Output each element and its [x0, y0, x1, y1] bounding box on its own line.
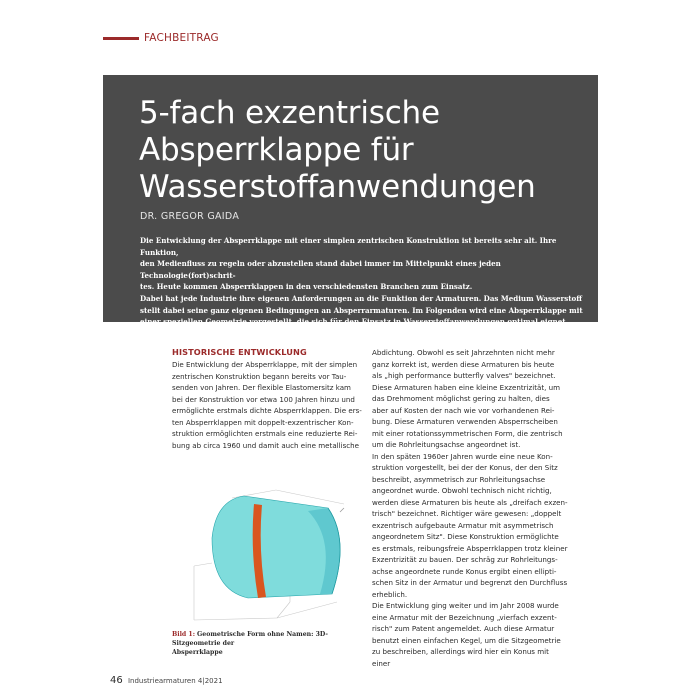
right-column: [372, 347, 568, 669]
text-line: In den späten 1960er Jahren wurde eine neue Kon-: [372, 451, 553, 461]
text-line: als „high performance butterfly valves" bezeichnet.: [372, 371, 556, 380]
text-line: Diese Armaturen haben eine kleine Exzentrizität, um: [372, 382, 561, 392]
text-line: zentrischen Konstruktion begann bereits vor Tau-: [172, 371, 347, 381]
text-line: um die Rohrleitungsachse angeordnet ist.: [372, 440, 521, 449]
text-line: mit einer rotationssymmetrischen Form, die zentrisch: [372, 428, 563, 438]
page-number: 46: [110, 675, 123, 686]
text-line: Die Entwicklung der Absperrklappe, mit der simplen: [172, 360, 358, 369]
text-line: ermöglichte erstmals dichte Absperrklappen. Die ers-: [172, 406, 362, 415]
section-label: FACHBEITRAG: [144, 32, 219, 44]
lead-line: stellt dabei seine ganz eigenen Bedingungen an Absperrarmaturen. Im Folgenden wird eine Absperrklappe mit: [140, 305, 583, 315]
caption-label: Bild 1:: [172, 631, 196, 638]
text-line: schen Sitz in der Armatur und begrenzt den Durchfluss: [372, 578, 568, 587]
text-line: senden von Jahren. Der flexible Elastomersitz kam: [172, 383, 351, 392]
title-line: Wasserstoffanwendungen: [139, 169, 536, 205]
text-line: achse angeordnete runde Konus ergibt einen ellipti-: [372, 566, 557, 576]
publication-name: Industriearmaturen 4|2021: [127, 677, 223, 685]
article-title: [139, 95, 589, 206]
lead-line: tes. Heute kommen Absperrklappen in den verschiedensten Branchen zum Einsatz.: [140, 282, 473, 292]
text-line: zu beschreiben, allerdings wird hier ein Konus mit einer: [372, 647, 549, 668]
page-footer: [110, 675, 223, 686]
caption-text: Absperrklappe: [172, 649, 223, 656]
text-line: struktion ermöglichten erstmals eine reduzierte Rei-: [172, 429, 358, 438]
text-line: erheblich.: [372, 589, 408, 599]
section-accent-bar: [103, 37, 139, 40]
title-panel: [103, 75, 598, 327]
text-line: das Drehmoment möglichst gering zu halten, dies: [372, 394, 550, 403]
text-line: bei der Konstruktion vor etwa 100 Jahren hinzu und: [172, 394, 355, 404]
author-name: DR. GREGOR GAIDA: [140, 211, 240, 222]
text-line: aber auf Kosten der nach wie vor vorhandenen Rei-: [372, 405, 555, 415]
section-heading: HISTORISCHE ENTWICKLUNG: [172, 347, 307, 357]
text-line: struktion vorgestellt, bei der der Konus, der den Sitz: [372, 463, 558, 472]
text-line: beschreibt, asymmetrisch zur Rohrleitungsachse: [372, 474, 546, 484]
valve-3d-figure: [172, 478, 362, 628]
text-line: es erstmals, reibungsfreie Absperrklappen trotz kleiner: [372, 543, 568, 553]
text-line: ten Absperrklappen mit doppelt-exzentrischer Kon-: [172, 417, 354, 427]
text-line: ganz korrekt ist, werden diese Armaturen bis heute: [372, 359, 555, 369]
valve-seat-illustration: [172, 478, 362, 628]
lead-paragraph: [140, 235, 590, 328]
text-line: Abdichtung. Obwohl es seit Jahrzehnten nicht mehr: [372, 348, 555, 357]
text-line: eine Armatur mit der Bezeichnung „vierfach exzent-: [372, 612, 557, 622]
title-line: Absperrklappe für: [139, 132, 414, 168]
text-line: bung ab circa 1960 und damit auch eine metallische: [172, 440, 360, 450]
lead-line: einer speziellen Geometrie vorgestellt, die sich für den Einsatz in Wasserstoffanwendungen optimal eignet.: [140, 317, 568, 327]
text-line: Die Entwicklung ging weiter und im Jahr 2008 wurde: [372, 601, 559, 610]
lead-line: Die Entwicklung der Absperrklappe mit einer simplen zentrischen Konstruktion ist bereits sehr alt. Ihre Funktion,: [140, 236, 557, 257]
lead-line: Dabei hat jede Industrie ihre eigenen Anforderungen an die Funktion der Armaturen. Das Medium Wasserstoff: [140, 293, 583, 303]
left-body-text: [172, 359, 364, 451]
text-line: exzentrisch aufgebaute Armatur mit asymmetrisch: [372, 520, 554, 530]
text-line: trisch" bezeichnet. Richtiger wäre gewesen: „doppelt: [372, 509, 562, 518]
text-line: werden diese Armaturen bis heute als „dreifach exzen-: [372, 497, 568, 507]
text-line: Exzentrizität zu bauen. Der schräg zur Rohrleitungs-: [372, 555, 558, 564]
text-line: bung. Diese Armaturen verwenden Absperrscheiben: [372, 417, 558, 426]
caption-text: Geometrische Form ohne Namen: 3D-Sitzgeometrie der: [172, 631, 328, 647]
right-body-text: [372, 347, 568, 669]
text-line: angeordnet wurde. Obwohl technisch nicht richtig,: [372, 486, 552, 495]
title-line: 5-fach exzentrische: [139, 95, 440, 131]
lead-line: den Medienfluss zu regeln oder abzustellen stand dabei immer im Mittelpunkt eines jeden Technologie(fort)schrit-: [140, 259, 501, 280]
text-line: angeordnetem Sitz". Diese Konstruktion ermöglichte: [372, 532, 559, 541]
figure-caption: [172, 630, 367, 657]
text-line: benutzt einen einfachen Kegel, um die Sitzgeometrie: [372, 635, 561, 645]
axis-marker: [340, 508, 344, 512]
text-line: risch" zum Patent angemeldet. Auch diese Armatur: [372, 624, 555, 633]
left-column: [172, 347, 364, 451]
